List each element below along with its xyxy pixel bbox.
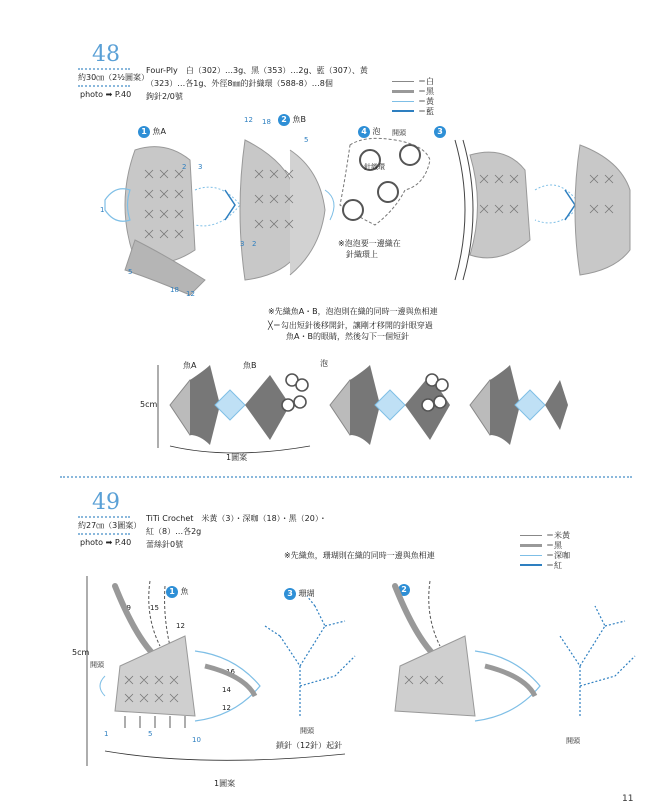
chain-start-label: 鎖針（12針）起針: [276, 741, 343, 750]
ring-label: 針織環: [364, 163, 385, 171]
legend-label: ＝藍: [418, 106, 434, 116]
hook-size: 蕾絲針0號: [146, 540, 184, 549]
open-head-label: 開頭: [300, 727, 314, 735]
pattern-size: 約27㎝（3圖案）: [78, 521, 142, 530]
stitch-number: 15: [150, 604, 159, 612]
part-name: 珊瑚: [298, 589, 315, 598]
stitch-number: 1: [104, 730, 109, 738]
yarn-line: （323）…各1g、外徑8㎜的針織環（588-8）…8個: [146, 79, 333, 88]
stitch-number: 14: [222, 686, 231, 694]
fish-pair-chart: [455, 140, 630, 280]
note-line: 魚A・B的眼睛，然後勾下一個短針: [286, 332, 409, 341]
part-name: 魚A: [152, 127, 167, 136]
stitch-number: 18: [170, 286, 179, 294]
coral-chart: [560, 606, 635, 716]
bubble-chart: [340, 138, 430, 225]
legend-label: ＝黃: [418, 96, 434, 106]
hook-size: 鉤針2/0號: [146, 92, 183, 101]
materials-text: [146, 512, 376, 551]
color-legend: [392, 76, 434, 116]
photo-reference: photo ➡ P.40: [80, 90, 132, 99]
fish-a-chart: [105, 147, 240, 295]
stitch-number: 5: [148, 730, 153, 738]
divider: [78, 516, 130, 518]
diagram-height: 5cm: [140, 400, 158, 409]
diagram-repeat: 1圖案: [226, 453, 248, 462]
stitch-number: 1: [100, 206, 105, 214]
legend-label: ＝黑: [546, 540, 562, 550]
note-line: ※泡泡要一邊織在: [338, 239, 401, 248]
part-badge: 3: [284, 588, 296, 600]
note-line: 針織環上: [346, 250, 378, 259]
section-divider: [60, 476, 632, 478]
stitch-number: 3: [198, 163, 203, 171]
page-number: 11: [622, 794, 634, 804]
crochet-chart-49: [85, 576, 645, 776]
stitch-number: 16: [226, 668, 235, 676]
fish-b-chart: [240, 140, 334, 280]
stitch-number: 18: [262, 118, 271, 126]
assembly-diagram-48: [150, 360, 570, 460]
divider: [78, 68, 130, 70]
pattern-size: 約30㎝（2½圖案）: [78, 73, 150, 82]
open-head-label: 開頭: [566, 737, 580, 745]
stitch-number: 5: [128, 268, 133, 276]
part-badge: 4: [358, 126, 370, 138]
pattern-number-48: 48: [92, 42, 120, 67]
main-note: [268, 306, 438, 342]
legend-label: ＝深咖: [546, 550, 570, 560]
repeat-label: 1圖案: [214, 779, 236, 788]
note-line: ╳＝勾出短針後移開針，讓剛才移開的針眼穿過: [268, 321, 433, 330]
open-head-label: 開頭: [90, 661, 104, 669]
stitch-number: 5: [304, 136, 309, 144]
part-badge: 2: [278, 114, 290, 126]
stitch-number: 3: [240, 240, 245, 248]
divider: [78, 533, 130, 535]
part-badge: 2: [398, 584, 410, 596]
stitch-number: 19: [122, 604, 131, 612]
stitch-number: 10: [192, 736, 201, 744]
height-label: 5cm: [72, 648, 90, 657]
color-legend: [520, 530, 570, 570]
stitch-number: 12: [222, 704, 231, 712]
pattern-number-49: 49: [92, 490, 120, 515]
stitch-number: 12: [244, 116, 253, 124]
part-name: 魚B: [292, 115, 307, 124]
stitch-number: 12: [186, 290, 195, 298]
diagram-label-fish-a: 魚A: [183, 361, 197, 370]
legend-label: ＝白: [418, 76, 434, 86]
fish-shape: [470, 365, 568, 445]
part-badge: 3: [434, 126, 446, 138]
legend-label: ＝米黃: [546, 530, 570, 540]
stitch-number: 2: [252, 240, 257, 248]
yarn-line: Four-Ply 白（302）…3g、黑（353）…2g、藍（307）、黃: [146, 66, 368, 75]
stitch-number: 12: [176, 622, 185, 630]
part-badge: 1: [138, 126, 150, 138]
part-name: 泡: [372, 127, 381, 136]
coral-chart: [265, 596, 355, 716]
fish-shape: [170, 365, 290, 445]
yarn-line: TiTi Crochet 米黃（3）・深咖（18）・黑（20）・: [146, 514, 327, 523]
diagram-label-bubble: 泡: [320, 359, 328, 368]
open-head-label: 開頭: [392, 129, 406, 137]
materials-text: [146, 64, 376, 103]
divider: [78, 85, 130, 87]
note-line: ※先織魚A・B，泡泡則在織的同時一邊與魚相連: [268, 307, 438, 316]
part-label-fish-b: [278, 114, 306, 126]
photo-reference: photo ➡ P.40: [80, 538, 132, 547]
crochet-chart-48: [95, 130, 640, 305]
fish-chart: [395, 581, 540, 721]
legend-label: ＝紅: [546, 560, 562, 570]
stitch-number: 2: [182, 163, 187, 171]
fish-chart: [100, 581, 260, 728]
bubble-note: [338, 238, 401, 260]
part-name: 魚: [180, 587, 189, 596]
diagram-label-fish-b: 魚B: [243, 361, 257, 370]
yarn-line: 紅（8）…各2g: [146, 527, 202, 536]
main-note-49: ※先織魚，珊瑚則在織的同時一邊與魚相連: [284, 551, 435, 560]
part-badge: 1: [166, 586, 178, 598]
legend-label: ＝黑: [418, 86, 434, 96]
